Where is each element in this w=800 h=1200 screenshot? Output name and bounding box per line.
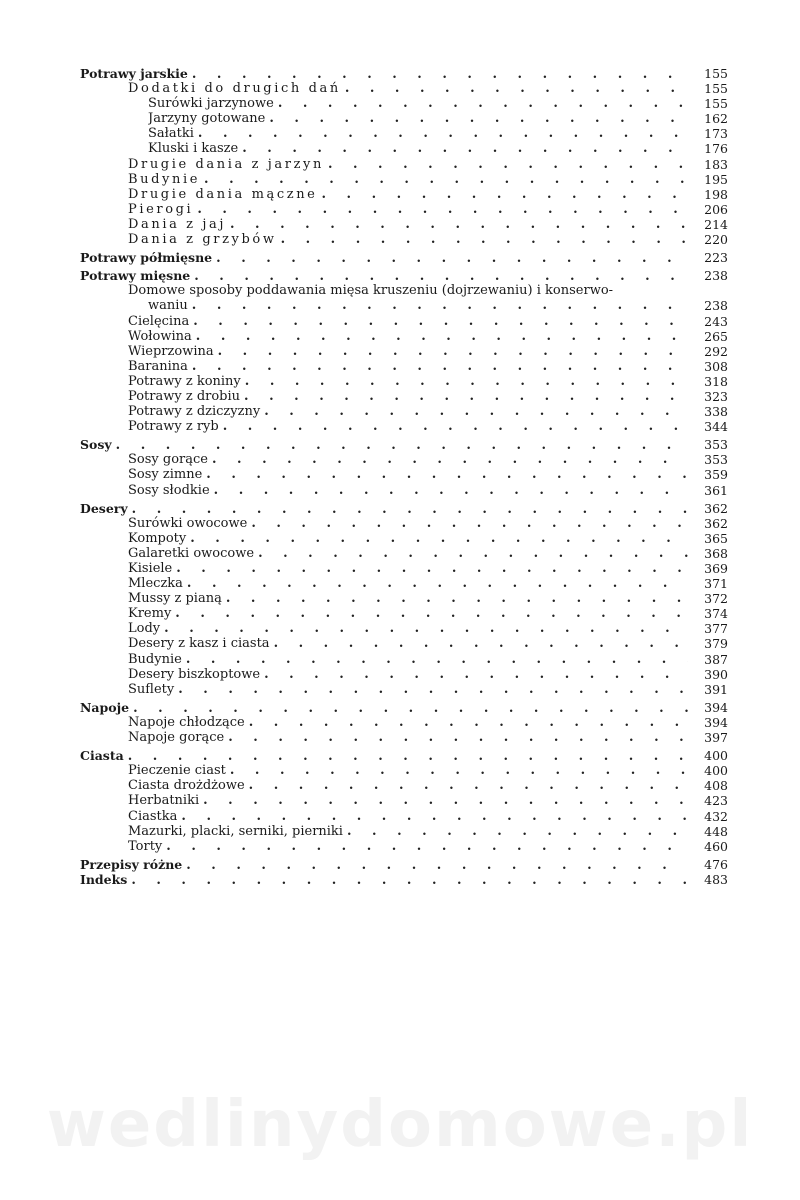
dot-leader (242, 141, 688, 156)
toc-section (80, 700, 728, 715)
toc-page-number: 432 (704, 808, 728, 824)
toc-entry (80, 96, 728, 111)
toc-entry (80, 516, 728, 531)
toc-title: Sosy gorące (128, 452, 208, 468)
toc-page-number: 371 (704, 576, 728, 592)
toc-entry (80, 217, 728, 232)
toc-title: Drugie dania z jarzyn (128, 156, 324, 172)
toc-page-number: 394 (704, 714, 728, 730)
toc-title: Cielęcina (128, 313, 190, 329)
dot-leader (230, 217, 688, 232)
dot-leader (187, 576, 688, 591)
toc-entry (80, 232, 728, 247)
dot-leader (181, 809, 688, 824)
toc-page-number: 400 (704, 748, 728, 764)
toc-entry (80, 374, 728, 389)
dot-leader (175, 606, 688, 621)
toc-entry (80, 667, 728, 682)
toc-entry (80, 344, 728, 359)
toc-entry (80, 606, 728, 621)
dot-leader (347, 824, 688, 839)
toc-entry (80, 621, 728, 636)
dot-leader (194, 269, 688, 283)
toc-title: Desery (80, 500, 128, 516)
toc-entry (80, 81, 728, 96)
toc-title: Suflety (128, 681, 175, 697)
toc-title: Potrawy z koniny (128, 373, 241, 389)
dot-leader (204, 172, 688, 187)
toc-entry (80, 157, 728, 172)
dot-leader (249, 778, 688, 793)
toc-page-number: 353 (704, 452, 728, 468)
dot-leader (196, 329, 688, 344)
toc-entry (80, 561, 728, 576)
dot-leader (269, 111, 688, 126)
toc-entry (80, 715, 728, 730)
toc-title: Surówki jarzynowe (148, 96, 274, 112)
toc-title: Dodatki do drugich dań (128, 81, 341, 97)
toc-page-number: 362 (704, 500, 728, 516)
toc-page-number: 460 (704, 838, 728, 854)
toc-title: Potrawy z dziczyzny (128, 404, 261, 420)
toc-section (80, 857, 728, 872)
toc-title: Dania z grzybów (128, 232, 277, 248)
toc-title: Mleczka (128, 576, 183, 592)
toc-title: Napoje gorące (128, 730, 225, 746)
toc-entry (80, 452, 728, 467)
toc-page-number: 155 (704, 66, 728, 81)
dot-leader (251, 516, 688, 531)
dot-leader (244, 389, 688, 404)
toc-entry (80, 778, 728, 793)
toc-page-number: 162 (704, 111, 728, 127)
toc-title: Ciastka (128, 808, 178, 824)
toc-title: Baranina (128, 358, 188, 374)
toc-title: Herbatniki (128, 793, 200, 809)
toc-title: Pierogi (128, 201, 194, 217)
toc-page-number: 265 (704, 328, 728, 344)
toc-entry (80, 483, 728, 498)
toc-entry (80, 404, 728, 419)
toc-title: Przepisy różne (80, 856, 183, 872)
dot-leader (321, 187, 688, 202)
dot-leader (249, 715, 688, 730)
dot-leader (245, 374, 688, 389)
toc-page-number: 476 (704, 856, 728, 872)
toc-page-number: 361 (704, 482, 728, 498)
toc-title: Ciasta drożdżowe (128, 778, 245, 794)
toc-page-number: 400 (704, 763, 728, 779)
dot-leader (328, 157, 688, 172)
toc-page-number: 323 (704, 388, 728, 404)
dot-leader (281, 232, 688, 247)
dot-leader (193, 314, 688, 329)
toc-page-number: 344 (704, 419, 728, 435)
toc-title: Ciasta (80, 748, 124, 764)
dot-leader (166, 839, 688, 854)
dot-leader (345, 81, 688, 96)
toc-title: Jarzyny gotowane (148, 111, 266, 127)
toc-page-number: 243 (704, 313, 728, 329)
toc-page-number: 359 (704, 467, 728, 483)
toc-page-number: 397 (704, 730, 728, 746)
toc-page-number: 206 (704, 201, 728, 217)
toc-entry (80, 126, 728, 141)
toc-entry (80, 824, 728, 839)
toc-entry (80, 419, 728, 434)
dot-leader (228, 730, 688, 745)
toc-entry (80, 591, 728, 606)
dot-leader (198, 126, 688, 141)
toc-entry (80, 329, 728, 344)
toc-page-number: 195 (704, 171, 728, 187)
toc-title: Torty (128, 838, 163, 854)
toc-title: Desery biszkoptowe (128, 666, 261, 682)
dot-leader (131, 873, 688, 887)
toc-page-number: 318 (704, 373, 728, 389)
dot-leader (128, 749, 688, 763)
dot-leader (192, 298, 688, 313)
toc-entry (80, 763, 728, 778)
dot-leader (223, 419, 688, 434)
toc-title: Napoje (80, 699, 130, 715)
toc-page-number: 238 (704, 268, 728, 284)
toc-title: Kremy (128, 606, 172, 622)
dot-leader (190, 531, 688, 546)
dot-leader (186, 858, 688, 872)
dot-leader (218, 344, 688, 359)
dot-leader (176, 561, 688, 576)
dot-leader (164, 621, 688, 636)
toc-entry (80, 576, 728, 591)
toc-title: Indeks (80, 871, 128, 887)
toc-page-number: 173 (704, 126, 728, 142)
toc-page-number: 353 (704, 437, 728, 453)
toc-page-number: 387 (704, 651, 728, 667)
toc-section (80, 250, 728, 265)
toc-page-number: 391 (704, 681, 728, 697)
toc-entry (80, 531, 728, 546)
toc-page-number: 379 (704, 636, 728, 652)
toc-page-number: 223 (704, 250, 728, 266)
toc-title: Potrawy mięsne (80, 268, 191, 284)
toc-page-number: 308 (704, 358, 728, 374)
toc-section (80, 748, 728, 763)
toc-title: Mazurki, placki, serniki, pierniki (128, 823, 343, 839)
toc-title: Lody (128, 621, 161, 637)
dot-leader (178, 682, 688, 697)
toc-title: Potrawy jarskie (80, 66, 188, 81)
toc-page-number: 372 (704, 591, 728, 607)
toc-page-number: 155 (704, 81, 728, 97)
toc-title: Domowe sposoby poddawania mięsa kruszeniu (dojrzewaniu) i konserwo- (128, 283, 614, 299)
toc-title: waniu (148, 298, 188, 314)
toc-page-number: 292 (704, 343, 728, 359)
toc-title: Sosy zimne (128, 467, 203, 483)
toc-title: Budynie (128, 171, 201, 187)
toc-entry (80, 314, 728, 329)
toc-title: Surówki owocowe (128, 515, 248, 531)
toc-page-number: 377 (704, 621, 728, 637)
dot-leader (274, 636, 688, 651)
toc-page-number: 198 (704, 186, 728, 202)
toc-page-number: 155 (704, 96, 728, 112)
dot-leader (203, 793, 688, 808)
toc-page-number: 176 (704, 141, 728, 157)
toc-page-number: 238 (704, 298, 728, 314)
watermark: wedlinydomowe.pl (46, 1088, 754, 1162)
dot-leader (258, 546, 688, 561)
toc-entry (80, 793, 728, 808)
toc-entry (80, 283, 728, 298)
toc-title: Pieczenie ciast (128, 763, 226, 779)
toc-title: Kompoty (128, 530, 187, 546)
toc-page-number: 365 (704, 530, 728, 546)
toc-page-number: 408 (704, 778, 728, 794)
toc-title: Napoje chłodzące (128, 714, 245, 730)
dot-leader (264, 667, 688, 682)
dot-leader (230, 763, 688, 778)
dot-leader (186, 652, 688, 667)
toc-entry (80, 730, 728, 745)
toc-title: Mussy z pianą (128, 591, 222, 607)
toc-entry (80, 652, 728, 667)
toc-section (80, 437, 728, 452)
toc-entry (80, 636, 728, 651)
toc-entry (80, 187, 728, 202)
toc-title: Galaretki owocowe (128, 545, 255, 561)
toc-entry (80, 359, 728, 374)
toc-page-number: 423 (704, 793, 728, 809)
toc-page-number: 369 (704, 561, 728, 576)
dot-leader (206, 467, 688, 482)
toc-page-number: 183 (704, 156, 728, 172)
dot-leader (264, 404, 688, 419)
dot-leader (192, 67, 688, 81)
toc-section (80, 268, 728, 283)
toc-title: Dania z jaj (128, 216, 226, 232)
toc-section (80, 501, 728, 516)
toc-title: Sosy słodkie (128, 482, 210, 498)
toc-title: Sosy (80, 437, 112, 453)
toc-entry (80, 298, 728, 313)
dot-leader (197, 202, 688, 217)
toc-entry (80, 809, 728, 824)
toc-title: Potrawy półmięsne (80, 250, 213, 266)
dot-leader (214, 483, 688, 498)
dot-leader (132, 502, 688, 516)
toc-entry (80, 467, 728, 482)
toc-entry (80, 172, 728, 187)
dot-leader (278, 96, 688, 111)
toc-page-number: 448 (704, 823, 728, 839)
toc-entry (80, 202, 728, 217)
toc-title: Kluski i kasze (148, 141, 239, 157)
toc-title: Kisiele (128, 561, 173, 576)
toc-title: Wieprzowina (128, 343, 214, 359)
toc-page-number: 338 (704, 404, 728, 420)
dot-leader (116, 438, 688, 452)
toc-section (80, 872, 728, 887)
toc-page-number: 362 (704, 515, 728, 531)
dot-leader (133, 701, 688, 715)
dot-leader (212, 452, 688, 467)
toc-entry (80, 839, 728, 854)
dot-leader (226, 591, 688, 606)
toc-entry (80, 111, 728, 126)
toc-page-number: 368 (704, 545, 728, 561)
toc-title: Potrawy z ryb (128, 419, 219, 435)
toc-page-number: 214 (704, 216, 728, 232)
toc-title: Sałatki (148, 126, 194, 142)
toc-page-number: 220 (704, 232, 728, 248)
toc-page-number: 374 (704, 606, 728, 622)
toc-page-number: 483 (704, 871, 728, 887)
toc-title: Desery z kasz i ciasta (128, 636, 270, 652)
toc-section (80, 66, 728, 81)
dot-leader (216, 251, 688, 265)
toc-title: Budynie (128, 651, 182, 667)
table-of-contents (80, 66, 728, 887)
toc-title: Potrawy z drobiu (128, 388, 241, 404)
toc-entry (80, 141, 728, 156)
toc-page-number: 394 (704, 699, 728, 715)
toc-title: Drugie dania mączne (128, 186, 318, 202)
toc-entry (80, 546, 728, 561)
dot-leader (192, 359, 688, 374)
toc-title: Wołowina (128, 328, 192, 344)
toc-entry (80, 389, 728, 404)
toc-page-number: 390 (704, 666, 728, 682)
toc-entry (80, 682, 728, 697)
